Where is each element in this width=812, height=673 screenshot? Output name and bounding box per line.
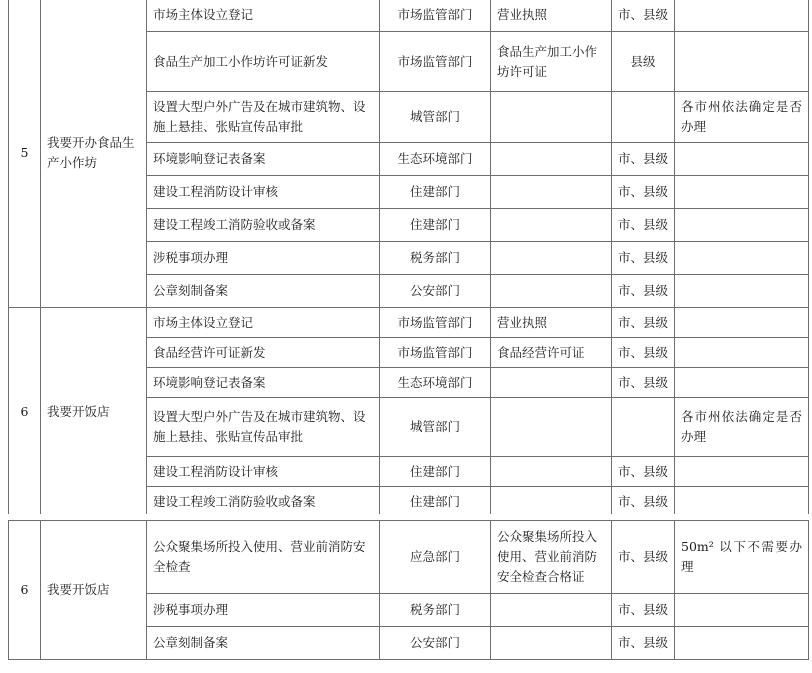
certificate: 食品经营许可证: [491, 338, 612, 368]
table-row: [9, 308, 809, 338]
item-name: 环境影响登记表备案: [147, 143, 380, 176]
item-name: 环境影响登记表备案: [147, 368, 380, 398]
remark: [675, 594, 809, 627]
admin-level: 市、县级: [612, 275, 675, 308]
remark: [675, 242, 809, 275]
department: 生态环境部门: [380, 368, 491, 398]
department: 住建部门: [380, 209, 491, 242]
admin-level: 市、县级: [612, 176, 675, 209]
department: 住建部门: [380, 457, 491, 487]
remark: 50m² 以下不需要办理: [675, 521, 809, 594]
remark: [675, 0, 809, 32]
item-name: 建设工程竣工消防验收或备案: [147, 487, 380, 517]
department: 市场监管部门: [380, 32, 491, 92]
remark: [675, 368, 809, 398]
department: 城管部门: [380, 92, 491, 143]
certificate: [491, 275, 612, 308]
certificate: 营业执照: [491, 0, 612, 32]
certificate: [491, 627, 612, 660]
admin-level: 市、县级: [612, 368, 675, 398]
remark: [675, 32, 809, 92]
remark: 各市州依法确定是否办理: [675, 92, 809, 143]
certificate: [491, 143, 612, 176]
serial-number: 5: [9, 0, 41, 308]
department: 应急部门: [380, 521, 491, 594]
certificate: 食品生产加工小作坊许可证: [491, 32, 612, 92]
admin-level: 市、县级: [612, 487, 675, 517]
certificate: [491, 398, 612, 457]
admin-level: 市、县级: [612, 457, 675, 487]
item-name: 建设工程消防设计审核: [147, 457, 380, 487]
item-name: 公章刻制备案: [147, 627, 380, 660]
serial-number: 6: [9, 308, 41, 517]
certificate: [491, 368, 612, 398]
remark: [675, 457, 809, 487]
department: 公安部门: [380, 275, 491, 308]
service-table-upper-body: [9, 0, 809, 517]
department: 税务部门: [380, 242, 491, 275]
item-name: 涉税事项办理: [147, 242, 380, 275]
item-name: 建设工程消防设计审核: [147, 176, 380, 209]
certificate: [491, 176, 612, 209]
remark: [675, 627, 809, 660]
item-name: 建设工程竣工消防验收或备案: [147, 209, 380, 242]
admin-level: 市、县级: [612, 242, 675, 275]
admin-level: 市、县级: [612, 521, 675, 594]
item-name: 公章刻制备案: [147, 275, 380, 308]
certificate: [491, 242, 612, 275]
department: 住建部门: [380, 487, 491, 517]
department: 城管部门: [380, 398, 491, 457]
remark: [675, 487, 809, 517]
admin-level: 市、县级: [612, 0, 675, 32]
department: 公安部门: [380, 627, 491, 660]
admin-level: [612, 92, 675, 143]
scenario-name: 我要开饭店: [41, 521, 147, 660]
remark: 各市州依法确定是否办理: [675, 398, 809, 457]
item-name: 食品经营许可证新发: [147, 338, 380, 368]
admin-level: 市、县级: [612, 209, 675, 242]
department: 市场监管部门: [380, 308, 491, 338]
admin-level: 市、县级: [612, 338, 675, 368]
certificate: 营业执照: [491, 308, 612, 338]
remark: [675, 176, 809, 209]
item-name: 市场主体设立登记: [147, 308, 380, 338]
service-table-lower-body: [9, 521, 809, 660]
scenario-name: 我要开办食品生产小作坊: [41, 0, 147, 308]
item-name: 涉税事项办理: [147, 594, 380, 627]
remark: [675, 308, 809, 338]
certificate: [491, 92, 612, 143]
remark: [675, 209, 809, 242]
item-name: 食品生产加工小作坊许可证新发: [147, 32, 380, 92]
serial-number: 6: [9, 521, 41, 660]
certificate: [491, 457, 612, 487]
remark: [675, 143, 809, 176]
table-row: [9, 521, 809, 594]
certificate: 公众聚集场所投入使用、营业前消防安全检查合格证: [491, 521, 612, 594]
certificate: [491, 209, 612, 242]
remark: [675, 275, 809, 308]
admin-level: 市、县级: [612, 308, 675, 338]
department: 生态环境部门: [380, 143, 491, 176]
department: 住建部门: [380, 176, 491, 209]
table-row: [9, 0, 809, 32]
item-name: 市场主体设立登记: [147, 0, 380, 32]
admin-level: 市、县级: [612, 627, 675, 660]
item-name: 设置大型户外广告及在城市建筑物、设施上悬挂、张贴宣传品审批: [147, 398, 380, 457]
admin-level: [612, 398, 675, 457]
scenario-name: 我要开饭店: [41, 308, 147, 517]
admin-level: 县级: [612, 32, 675, 92]
department: 市场监管部门: [380, 0, 491, 32]
remark: [675, 338, 809, 368]
certificate: [491, 487, 612, 517]
certificate: [491, 594, 612, 627]
department: 市场监管部门: [380, 338, 491, 368]
item-name: 公众聚集场所投入使用、营业前消防安全检查: [147, 521, 380, 594]
service-table-upper: [8, 0, 809, 517]
service-table-lower: [8, 520, 809, 660]
item-name: 设置大型户外广告及在城市建筑物、设施上悬挂、张贴宣传品审批: [147, 92, 380, 143]
department: 税务部门: [380, 594, 491, 627]
admin-level: 市、县级: [612, 143, 675, 176]
admin-level: 市、县级: [612, 594, 675, 627]
